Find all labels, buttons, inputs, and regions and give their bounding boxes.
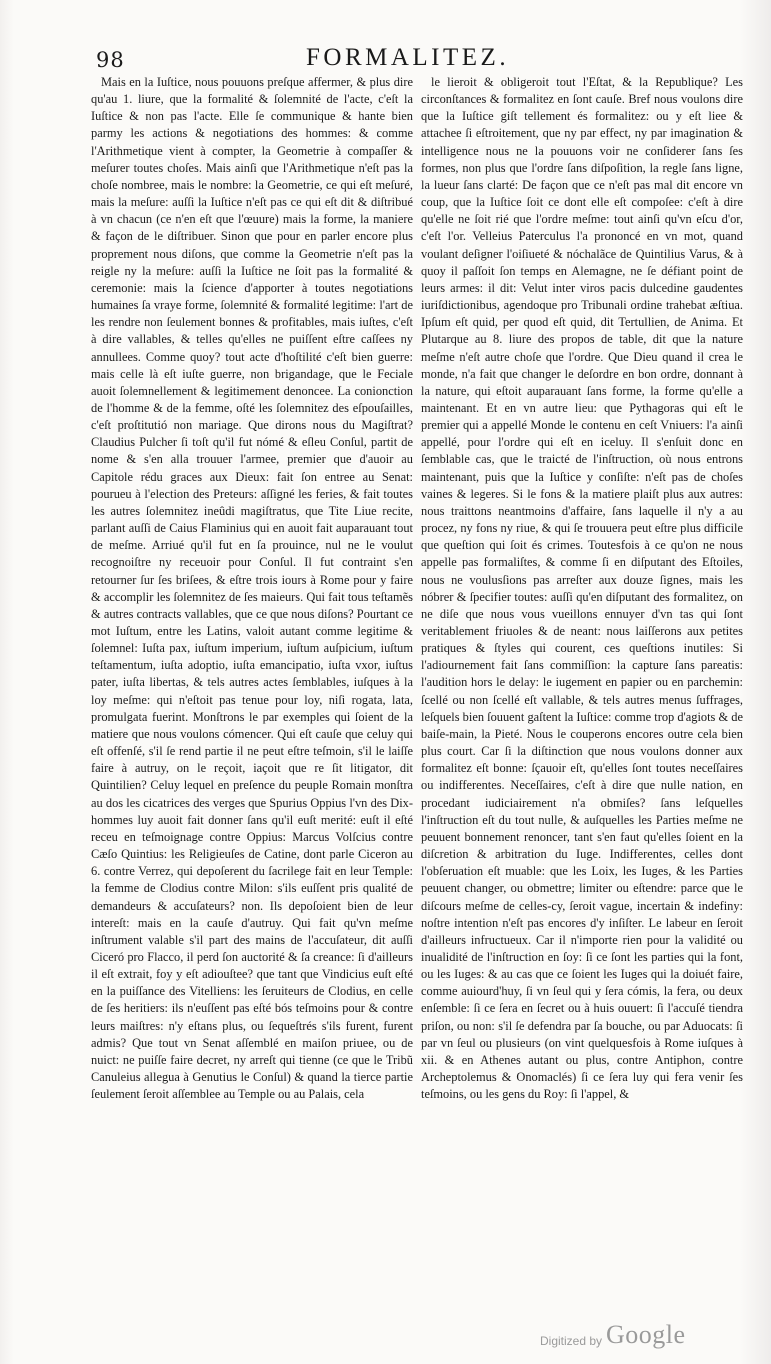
page-number: 98 (96, 48, 125, 72)
left-column-text: Mais en la Iuſtice, nous pouuons preſque affermer, & plus dire qu'au 1. liure, que la formalité & ſolemnité de l'acte, c'eſt la Iuſtice & non pas l'acte. Elle ſe communique & hante bien parmy les actions & negotiations des hommes: & comme l'Arithmetique vient à compter, la Geometrie à compaſſer & meſurer toutes choſes. Mais ainſi que l'Arithmetique n'eſt pas la choſe nombree, mais le nombre: la Geometrie, ce qui eſt meſuré, mais la meſure: auſſi la Iuſtice n'eſt pas ce qui eſt dit & diſtribué à vn chacun (ce n'en eſt que l'œuure) mais la forme, la maniere & façon de le diſtribuer. Sinon que pour en parler encore plus proprement nous diſons, que comme la Geometrie n'eſt pas la reigle ny la meſure: auſſi la Iuſtice ne ſoit pas la formalité & ceremonie: mais la ſcience d'apporter à toutes negotiations humaines ſa vraye forme, ſolemnité & formalité legitime: l'art de les rendre non ſeulement bonnes & profitables, mais iuſtes, c'eſt à dire vallables, & telles qu'elles ne puiſſent eſtre caſſees ny annullees. Comme quoy? tout acte d'hoſtilité c'eſt bien guerre: mais celle là eſt iuſte guerre, non brigandage, que le Feciale auoit ſolemnellement & legitimement denoncee. La conionction de l'homme & de la femme, oſté les ſolemnitez des eſpouſailles, c'eſt proſtitutió non mariage. Que dirons nous du Magiſtrat? Claudius Pulcher ſi toſt qu'il fut nómé & eſleu Conſul, partit de nome & s'en alla trouuer l'armee, premier que d'auoir au Capitole rédu graces aux Dieux: fait ſon entree au Senat: pourueu à l'election des Preteurs: aſſigné les feries, & fait toutes les autres ſolemnitez ineûdi magiſtratus, que Tite Liue recite, parlant auſſi de Caius Flaminius qui en auoit fait auparauant tout de meſme. Arriué qu'il fut en ſa prouince, nul ne le voulut recognoiſtre ny receuoir pour Conſul. Il fut contraint s'en retourner ſur ſes briſees, & eſtre trois iours à Rome pour y faire & accomplir les ſolemnitez de ſes maieurs. Qui fait tous teſtamẽs & autres contracts vallables, que ce que nous diſons? Pourtant ce mot Iuſtum, entre les Latins, valoit autant comme legitime & ſolemnel: Iuſta pax, iuſtum imperium, iuſtum auſpicium, iuſtum teſtamentum, iuſta adoptio, iuſta emancipatio, iuſta vxor, iuſtus pater, iuſta libertas, & tels autres actes ſemblables, iuſques à la loy meſme: qui n'eſtoit pas tenue pour loy, niſi rogata, lata, promulgata fuerint. Monſtrons le par exemples qui ſoient de la matiere que nous voulons cómencer. Qui eſt cauſe que celuy qui eſt offenſé, s'il ſe rend partie il ne peut eſtre teſmoin, s'il le laiſſe faire à autruy, on le reçoit, iaçoit que re ſit litigator, dit Quintilien? Celuy lequel en preſence du peuple Romain monſtra au dos les cicatrices des verges que Spurius Oppius l'vn des Dix-hommes luy auoit fait donner ſans qu'il euſt merité: euſt il eſté receu en teſmoignage contre Oppius: Marcus Volſcius contre Cæſo Quintius: les Religieuſes de Catine, dont parle Ciceron au 6. contre Verrez, qui depoſerent du ſacrilege fait en leur Temple: la femme de Clodius contre Milon: s'ils euſſent pris qualité de demandeurs & accuſateurs? non. Ils depoſoient bien de leur intereſt: mais en la cauſe d'autruy. Qui fait qu'vn meſme inſtrument valable s'il part des mains de l'accuſateur, dit auſſi Ciceró pro Flacco, il perd ſon auctorité & ſa creance: ſi d'ailleurs il eſt extrait, foy y eſt adiouſtee? que tant que Vindicius euſt eſté en la puiſſance des Vitelliens: les ſeruiteurs de Clodius, en celle de ſes heritiers: ils n'euſſent pas eſté bós teſmoins pour & contre leurs maiſtres: n'y eſtans plus, ou ſequeſtrés s'ils furent, furent admis? Que tout vn Senat aſſemblé en maiſon priuee, ou de nuict: ne puiſſe faire decret, ny arreſt qui tienne (ce que le Tribũ Canuleius allegua à Genutius le Conſul) & quand la tierce partie ſeulement ſeroit aſſemblee au Temple ou au Palais, cela (91, 75, 413, 1102)
google-logo: Google (606, 1320, 686, 1349)
column-gutter (416, 78, 417, 1308)
digitized-watermark (540, 1320, 740, 1356)
page-header (96, 44, 716, 78)
left-column (91, 74, 413, 1314)
digitized-by-label: Digitized by (540, 1334, 603, 1348)
right-column-text: le lieroit & obligeroit tout l'Eſtat, & la Republique? Les circonſtances & formalitez en ſont cauſe. Bref nous voulons dire que la Iuſtice giſt tellement és formalitez: ou y eſt liee & attachee ſi eſtroitement, que ny par effect, ny par imagination & intelligence nous ne la pouuons voir ne conſiderer ſans ſes formes, non plus que l'ordre ſans diſpoſition, la regle ſans ligne, la lueur ſans clarté: De façon que ce n'eſt pas mal dit encore vn coup, que la Iuſtice ſoit ce dont elle eſt compoſee: c'eſt à dire qu'elle ne ſoit rié que l'ordre meſme: tout ainſi qu'vn eſcu d'or, c'eſt l'or. Velleius Paterculus l'a prononcé en vn mot, quand voulant deſigner l'oiſiueté & nóchalãce de Quintilius Varus, & à quoy il paſſoit ſon temps en Alemagne, ne ſe défiant point de leurs armes: il dit: Velut inter viros pacis dulcedine gaudentes iuriſdictionibus, agendoque pro Tribunali ordine trahebat æſtiua. Ipſum eſt quid, per quod eſt quid, dit Tertullien, de Anima. Et Plutarque au 8. liure des propos de table, dit que la nature meſme n'eſt autre choſe que l'ordre. Que Dieu quand il crea le monde, n'a fait que changer le deſordre en bon ordre, donnant à la nature, qui eſtoit auparauant ſans forme, la forme qu'elle a maintenant. Et en vn autre lieu: que Pythagoras qui eſt le premier qui a appellé Monde le contenu en ceſt Vniuers: l'a ainſi appellé, pour l'ordre qui eſt en iceluy. Il s'enſuit donc en ſemblable cas, que le traicté de l'inſtruction, où nous entrons maintenant, puis que la Iuſtice y conſiſte: n'eſt pas de choſes vaines & legeres. Si le fons & la matiere plaiſt plus aux autres: nous traittons neantmoins d'affaire, ſans laquelle il n'y a au procez, ny fons ny riue, & qui ſe trouuera peut eſtre plus difficile que queſtion qui ſoit és crimes. Toutesfois à ce qu'on ne nous appelle pas formaliſtes, & comme ſi en diſputant des Eſtoiles, nous ne voulusſions pas arreſter aux douze ſignes, mais les nóbrer & ſpecifier toutes: auſſi qu'en diſputant des formalitez, on ne diſe que nous vous vueillons ennuyer d'vn tas qui ſont veritablement friuoles & de neant: nous laiſſerons aux petites pratiques & ſtyles qui courent, ces queſtions inutiles: Si l'adiournement fait ſans commiſſion: la capture ſans pareatis: l'audition hors le delay: le iugement en papier ou en parchemin: ſcellé ou non ſcellé eſt vallable, & tels autres menus ſuffrages, leſquels bien ſouuent gaſtent la Iuſtice: comme trop d'agiots & de baiſe-main, la Pieté. Nous le couperons encores outre cela bien plus court. Car ſi la diſtinction que nous voulons donner aux formalitez eſt bonne: ſçauoir eſt, qu'elles ſont toutes neceſſaires ou indifferentes. Neceſſaires, c'eſt à dire que nulle nation, en procedant iudiciairement n'a obmiſes? ſans leſquelles l'inſtruction eſt du tout nulle, & auſquelles les Parties meſme ne peuuent bonnement renoncer, tant s'en faut qu'elles ſoient en la diſcretion & arbitration du Iuge. Indifferentes, celles dont l'obſeruation eſt muable: que les Loix, les Iuges, & les Parties peuuent changer, ou obmettre; limiter ou eſtendre: parce que le diſcours meſme de celles-cy, ſeroit vague, incertain & indefiny: noſtre intention n'eſt pas encores d'y inſiſter. Le labeur en ſeroit d'ailleurs infructueux. Car il n'importe rien pour la validité ou inualidité de l'inſtruction en ſoy: ſi ce ſont les parties qui la font, ou les Iuges: & au cas que ce ſoient les Iuges qui la doiuét faire, comme auiourd'huy, ſi vn ſeul qui y ſera cómis, la fera, ou deux enſemble: ſi ce ſera en ſecret ou à huis ouuert: ſi l'accuſé tiendra priſon, ou non: s'il ſe defendra par ſa bouche, ou par Aduocats: ſi par vn ſeul ou plusieurs (on vint quelquesfois à Rome iuſques à xii. & en Athenes autant ou plus, contre Antiphon, contre Archeptolemus & Onomaclés) ſi ce ſera luy qui fera venir ſes teſmoins, ou les gens du Roy: ſi l'appel, & (421, 75, 743, 1102)
running-title: FORMALITEZ. (306, 44, 510, 71)
right-column (421, 74, 743, 1314)
